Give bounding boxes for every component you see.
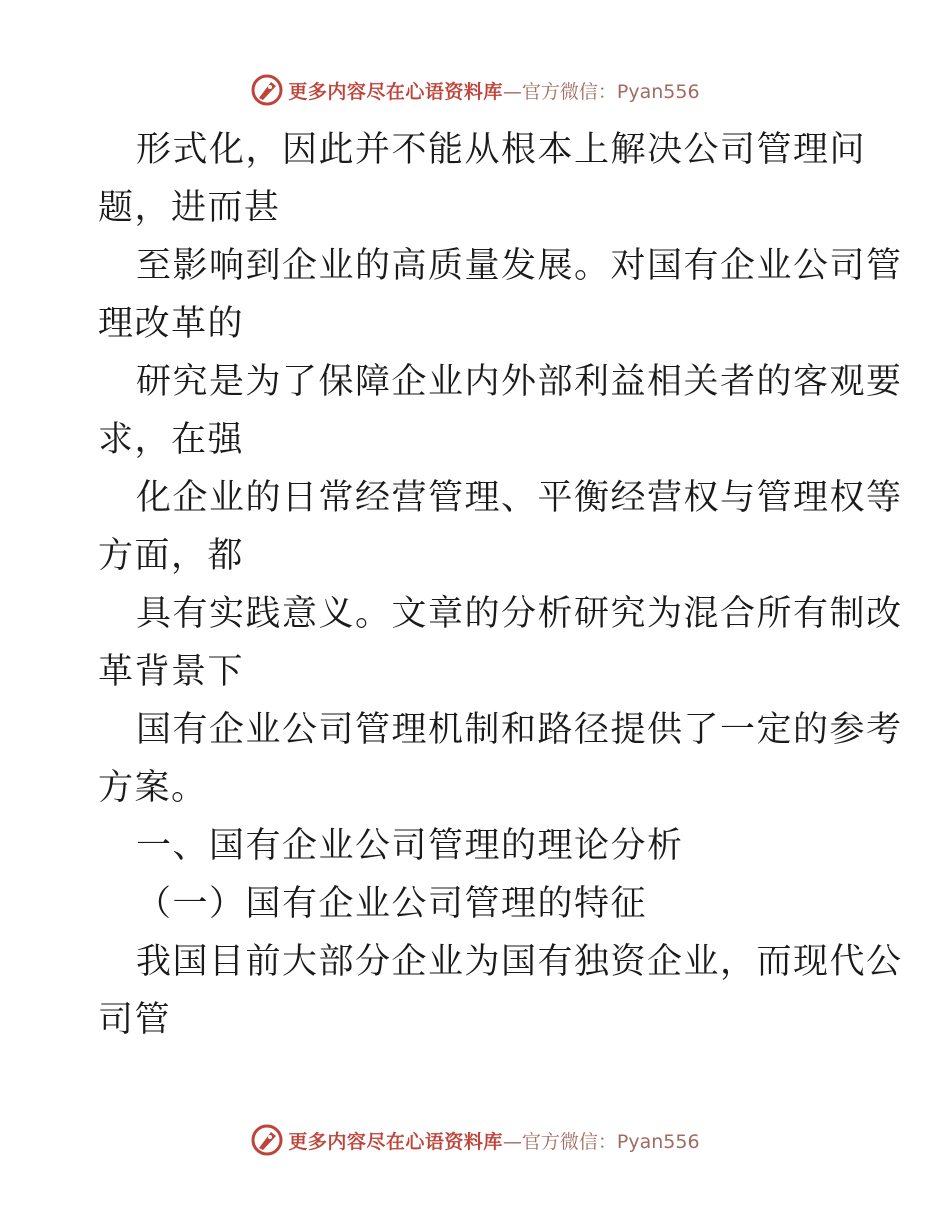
document-body: [98, 121, 903, 1049]
header-watermark: [0, 70, 950, 110]
body-line: 具有实践意义。文章的分析研究为混合所有制改: [136, 594, 903, 634]
body-line: 化企业的日常经营管理、平衡经营权与管理权等: [136, 478, 903, 518]
watermark-sub-text: —官方微信：Pyan556: [502, 80, 700, 103]
pen-nib-logo-icon: [250, 73, 284, 107]
body-line: 求，在强: [98, 420, 245, 460]
body-line: 形式化，因此并不能从根本上解决公司管理问: [136, 130, 867, 170]
body-line: 题，进而甚: [98, 188, 281, 228]
watermark-main-text: 更多内容尽在心语资料库: [288, 1130, 503, 1153]
pen-nib-logo-icon: [250, 1123, 284, 1157]
watermark-sub-text: —官方微信：Pyan556: [502, 1130, 700, 1153]
body-line: 国有企业公司管理机制和路径提供了一定的参考: [136, 710, 903, 750]
footer-watermark: [0, 1120, 950, 1160]
body-line: 方案。: [98, 768, 208, 808]
watermark-main-text: 更多内容尽在心语资料库: [288, 80, 503, 103]
section-heading: 一、国有企业公司管理的理论分析: [136, 826, 684, 866]
body-line: 司管: [98, 1000, 172, 1040]
subsection-heading: （一）国有企业公司管理的特征: [136, 884, 648, 924]
body-line: 至影响到企业的高质量发展。对国有企业公司管: [136, 246, 903, 286]
body-line: 方面，都: [98, 536, 245, 576]
body-line: 研究是为了保障企业内外部利益相关者的客观要: [136, 362, 903, 402]
body-line: 理改革的: [98, 304, 245, 344]
body-line: 我国目前大部分企业为国有独资企业，而现代公: [136, 942, 903, 982]
body-line: 革背景下: [98, 652, 245, 692]
